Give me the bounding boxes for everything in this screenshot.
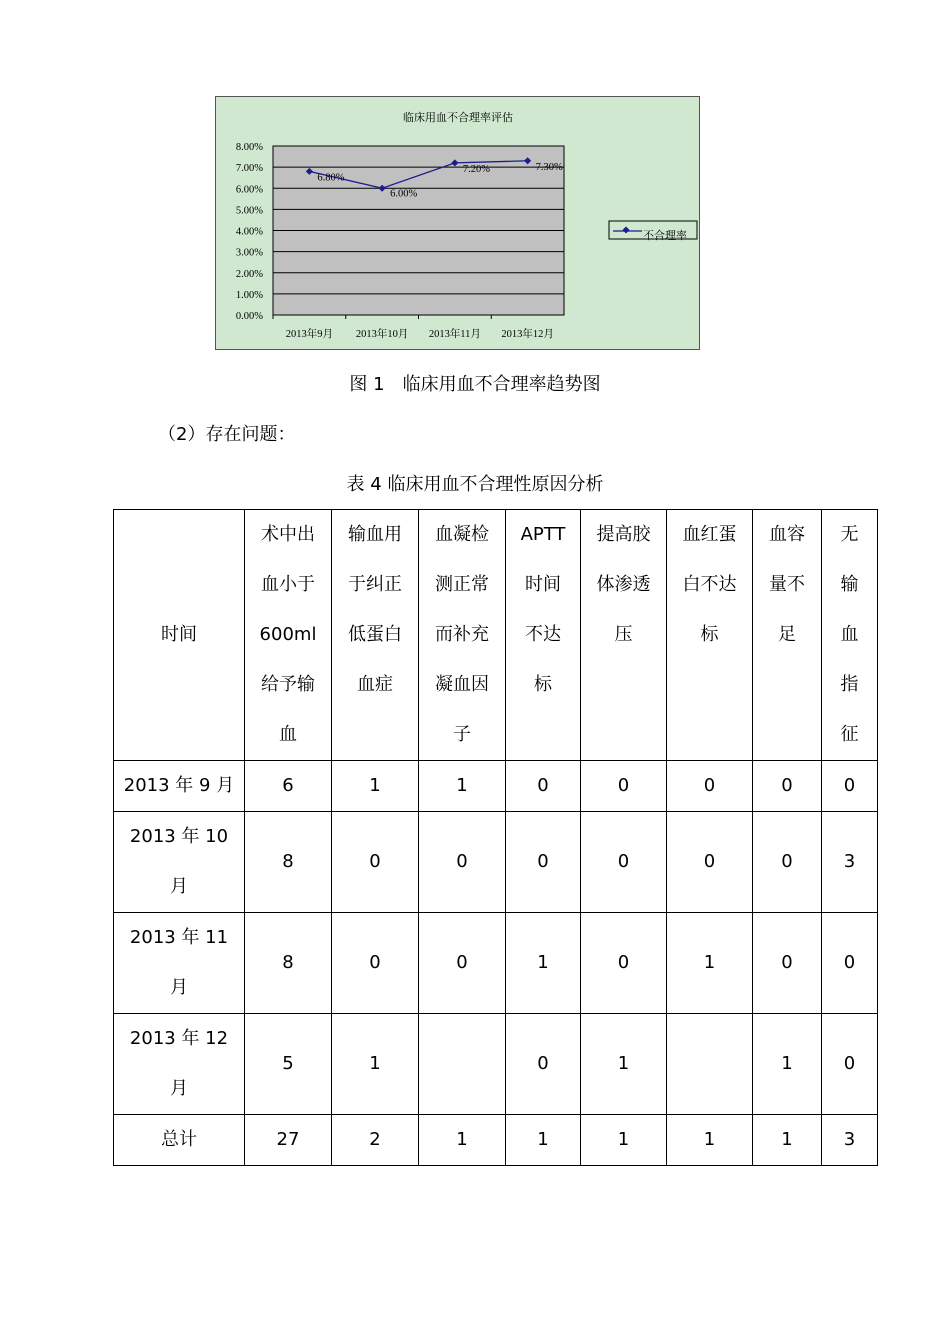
x-tick-label: 2013年9月 [285,329,333,340]
column-header-line: 子 [453,724,471,745]
y-tick-label: 5.00% [235,205,263,217]
table-cell: 5 [245,1014,332,1115]
table-cell: 8 [245,913,332,1014]
column-header-line: 血小于 [261,574,315,595]
data-label: 6.00% [390,188,418,200]
table-cell: 1 [753,1115,822,1166]
column-header-line: 血容 [769,524,805,545]
table-cell: 0 [753,913,822,1014]
row-time-line: 月 [170,977,188,998]
table-cell: 0 [506,761,581,812]
x-tick-label: 2013年10月 [355,329,409,340]
table-cell: 0 [506,812,581,913]
table-cell: 0 [822,1014,878,1115]
row-time-line: 2013 年 10 [129,826,229,847]
column-header-line: 提高胶 [596,524,651,545]
table-cell: 0 [506,1014,581,1115]
y-tick-label: 1.00% [235,289,263,301]
column-header [506,510,581,761]
table-cell: 1 [506,1115,581,1166]
column-header-line: 血症 [357,674,393,695]
column-header-line: 标 [534,674,552,695]
y-tick-label: 3.00% [235,247,263,259]
row-time-line: 总计 [161,1129,197,1150]
row-time-line: 2013 年 9 月 [123,775,235,796]
figure-caption: 图 1 临床用血不合理率趋势图 [349,374,601,395]
column-header-line: 时间 [161,624,197,645]
legend-marker [622,226,629,233]
row-time-line: 2013 年 12 [129,1028,229,1049]
chart-title: 临床用血不合理率评估 [403,112,513,124]
column-header-line: 白不达 [682,574,737,595]
column-header [581,510,667,761]
table-cell: 1 [419,1115,506,1166]
column-header-line: 低蛋白 [348,624,402,645]
table-cell: 6 [245,761,332,812]
column-header-line: 给予输 [261,674,315,695]
table-cell: 0 [822,761,878,812]
y-tick-label: 0.00% [235,311,263,322]
table-cell: 1 [581,1115,667,1166]
row-time-cell [114,812,245,913]
column-header-line: 于纠正 [348,574,402,595]
column-header-line: APTT [520,524,566,545]
column-header [822,510,878,761]
column-header-line: 足 [778,624,796,645]
reason-analysis-table [113,509,878,1166]
row-time-cell [114,913,245,1014]
table-cell: 3 [822,1115,878,1166]
column-header-line: 压 [614,624,633,645]
table-body [114,761,878,1166]
table-cell: 1 [667,1115,753,1166]
column-header [245,510,332,761]
y-tick-label: 7.00% [235,163,263,175]
column-header-line: 血 [840,624,859,645]
row-time-line: 月 [170,876,188,897]
table-row [114,1014,878,1115]
table-cell: 3 [822,812,878,913]
column-header [114,510,245,761]
column-header-line: 指 [840,674,859,695]
row-time-line: 2013 年 11 [129,927,229,948]
row-time-cell [114,1014,245,1115]
column-header-line: 凝血因 [435,674,489,695]
legend-label: 不合理率 [643,230,687,242]
column-header-line: 无 [840,524,859,545]
column-header-line: 征 [840,724,859,745]
table-header-row [114,510,878,761]
column-header-line: 血 [279,724,297,745]
table-cell: 0 [667,761,753,812]
table-cell: 0 [822,913,878,1014]
column-header-line: 术中出 [261,524,315,545]
table-cell: 2 [332,1115,419,1166]
y-tick-label: 4.00% [235,226,263,238]
column-header [667,510,753,761]
x-tick-label: 2013年12月 [501,329,554,340]
table-cell [419,1014,506,1115]
column-header [332,510,419,761]
data-label: 7.30% [535,161,563,173]
column-header-line: 输血用 [348,524,402,545]
table-cell: 0 [581,761,667,812]
chart-legend [609,221,697,242]
table-cell: 0 [667,812,753,913]
column-header-line: 标 [700,624,719,645]
table-cell: 1 [332,1014,419,1115]
row-time-cell [114,761,245,812]
data-label: 6.80% [317,172,345,184]
y-tick-label: 8.00% [235,142,263,153]
table-cell: 0 [753,761,822,812]
column-header [419,510,506,761]
column-header [753,510,822,761]
table-cell: 27 [245,1115,332,1166]
section-heading: （2）存在问题： [158,424,296,445]
y-tick-label: 6.00% [235,184,263,196]
plot-area [236,142,564,340]
column-header-line: 时间 [525,574,561,595]
column-header-line: 测正常 [435,574,489,595]
table-cell: 1 [753,1014,822,1115]
column-header-line: 血凝检 [435,524,489,545]
column-header-line: 体渗透 [596,574,651,595]
table-cell: 0 [332,812,419,913]
column-header-line: 600ml [259,624,317,645]
table-row [114,812,878,913]
table-cell: 1 [506,913,581,1014]
table-cell: 0 [753,812,822,913]
table-cell: 0 [581,812,667,913]
x-tick-label: 2013年11月 [428,329,481,340]
y-tick-label: 2.00% [235,268,263,280]
column-header-line: 而补充 [435,624,489,645]
table-cell: 0 [419,913,506,1014]
table-row [114,1115,878,1166]
table-cell: 1 [581,1014,667,1115]
line-chart [216,97,701,351]
row-time-line: 月 [170,1078,188,1099]
table-cell: 0 [332,913,419,1014]
chart-container [215,96,700,350]
table-cell: 8 [245,812,332,913]
table-cell: 0 [419,812,506,913]
table-row [114,761,878,812]
table-cell: 0 [581,913,667,1014]
table-cell [667,1014,753,1115]
column-header-line: 不达 [525,624,561,645]
column-header-line: 量不 [769,574,805,595]
table-cell: 1 [419,761,506,812]
table-caption: 表 4 临床用血不合理性原因分析 [346,474,604,495]
column-header-line: 血红蛋 [682,524,737,545]
data-label: 7.20% [462,163,490,175]
table-row [114,913,878,1014]
table-cell: 1 [667,913,753,1014]
row-time-cell [114,1115,245,1166]
table-cell: 1 [332,761,419,812]
column-header-line: 输 [840,574,859,595]
